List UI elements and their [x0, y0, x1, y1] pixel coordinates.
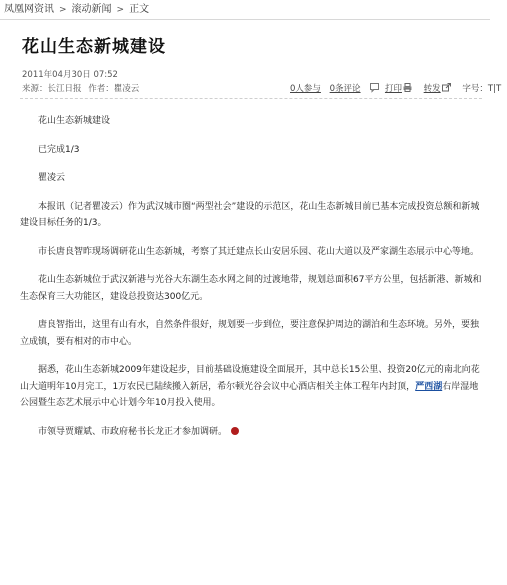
article-datetime: 2011年04月30日 07:52 — [22, 70, 118, 80]
article-body — [20, 113, 482, 440]
article-paragraph: 花山生态新城位于武汉新港与光谷大东湖生态水网之间的过渡地带，规划总面积67平方公里，包括新港、新城和生态保育三大功能区，建设总投资达300亿元。 — [20, 275, 482, 302]
article-paragraph: 已完成1/3 — [38, 144, 80, 155]
paragraph-text: 据悉，花山生态新城2009年建设起步，目前基础设施建设全面展开，其中总长15公里、投资20亿元的南北向花山大道明年10月完工，1万农民已陆续搬入新居，希尔顿光谷会议中心酒店相关主体工程年内封顶， — [20, 365, 480, 392]
keyword-link[interactable]: 严西湖 — [415, 381, 443, 392]
article-paragraph: 瞿凌云 — [38, 173, 66, 183]
header-divider — [20, 98, 482, 99]
end-mark-icon — [231, 427, 239, 435]
font-size-toggle[interactable]: T|T — [487, 84, 502, 94]
participants-link[interactable]: 0人参与 — [290, 84, 321, 94]
paragraph-text: 市领导贾耀斌、市政府秘书长龙正才参加调研。 — [38, 426, 228, 437]
article-paragraph: 市长唐良智昨现场调研花山生态新城，考察了其迁建点长山安居乐园、花山大道以及严家湖生态展示中心等地。 — [38, 246, 480, 257]
source-label: 来源： — [22, 84, 48, 94]
breadcrumb-news-link[interactable]: 滚动新闻 — [71, 4, 112, 15]
article-source: 长江日报 — [47, 84, 82, 94]
comments-link[interactable]: 0条评论 — [329, 84, 361, 94]
breadcrumb-home-link[interactable]: 凤凰网资讯 — [4, 4, 54, 15]
font-size-label: 字号： — [462, 84, 488, 94]
forward-button[interactable] — [424, 84, 454, 94]
article-paragraph — [20, 362, 482, 412]
comment-icon — [370, 83, 379, 92]
forward-label: 转发 — [423, 84, 441, 94]
breadcrumb — [0, 0, 490, 20]
font-size-control — [462, 84, 501, 94]
article-title: 花山生态新城建设 — [22, 37, 166, 57]
breadcrumb-separator: > — [116, 5, 125, 15]
article-paragraph: 唐良智指出，这里有山有水，自然条件很好，规划要一步到位，要注意保护周边的湖泊和生态环境。另外，要独立成镇，要有相对的市中心。 — [20, 320, 480, 347]
author-label: 作者： — [88, 84, 114, 94]
article-tools — [290, 82, 507, 96]
article-paragraph: 花山生态新城建设 — [38, 116, 111, 126]
article-paragraph: 本报讯（记者瞿凌云）作为武汉城市圈“两型社会”建设的示范区，花山生态新城目前已基本完成投资总额和新城建设目标任务的1/3。 — [20, 201, 480, 228]
share-icon — [442, 83, 451, 92]
print-button[interactable] — [385, 84, 415, 94]
breadcrumb-separator: > — [59, 5, 67, 15]
paragraph-text: 右岸湿地公园暨生态艺术展示中心计划今年10月投入使用。 — [20, 381, 479, 408]
article-author: 瞿凌云 — [113, 84, 140, 94]
print-label: 打印 — [384, 84, 402, 94]
article-meta-row — [22, 82, 502, 96]
printer-icon — [403, 83, 412, 92]
breadcrumb-current: 正文 — [129, 4, 150, 15]
article-paragraph — [20, 424, 482, 441]
